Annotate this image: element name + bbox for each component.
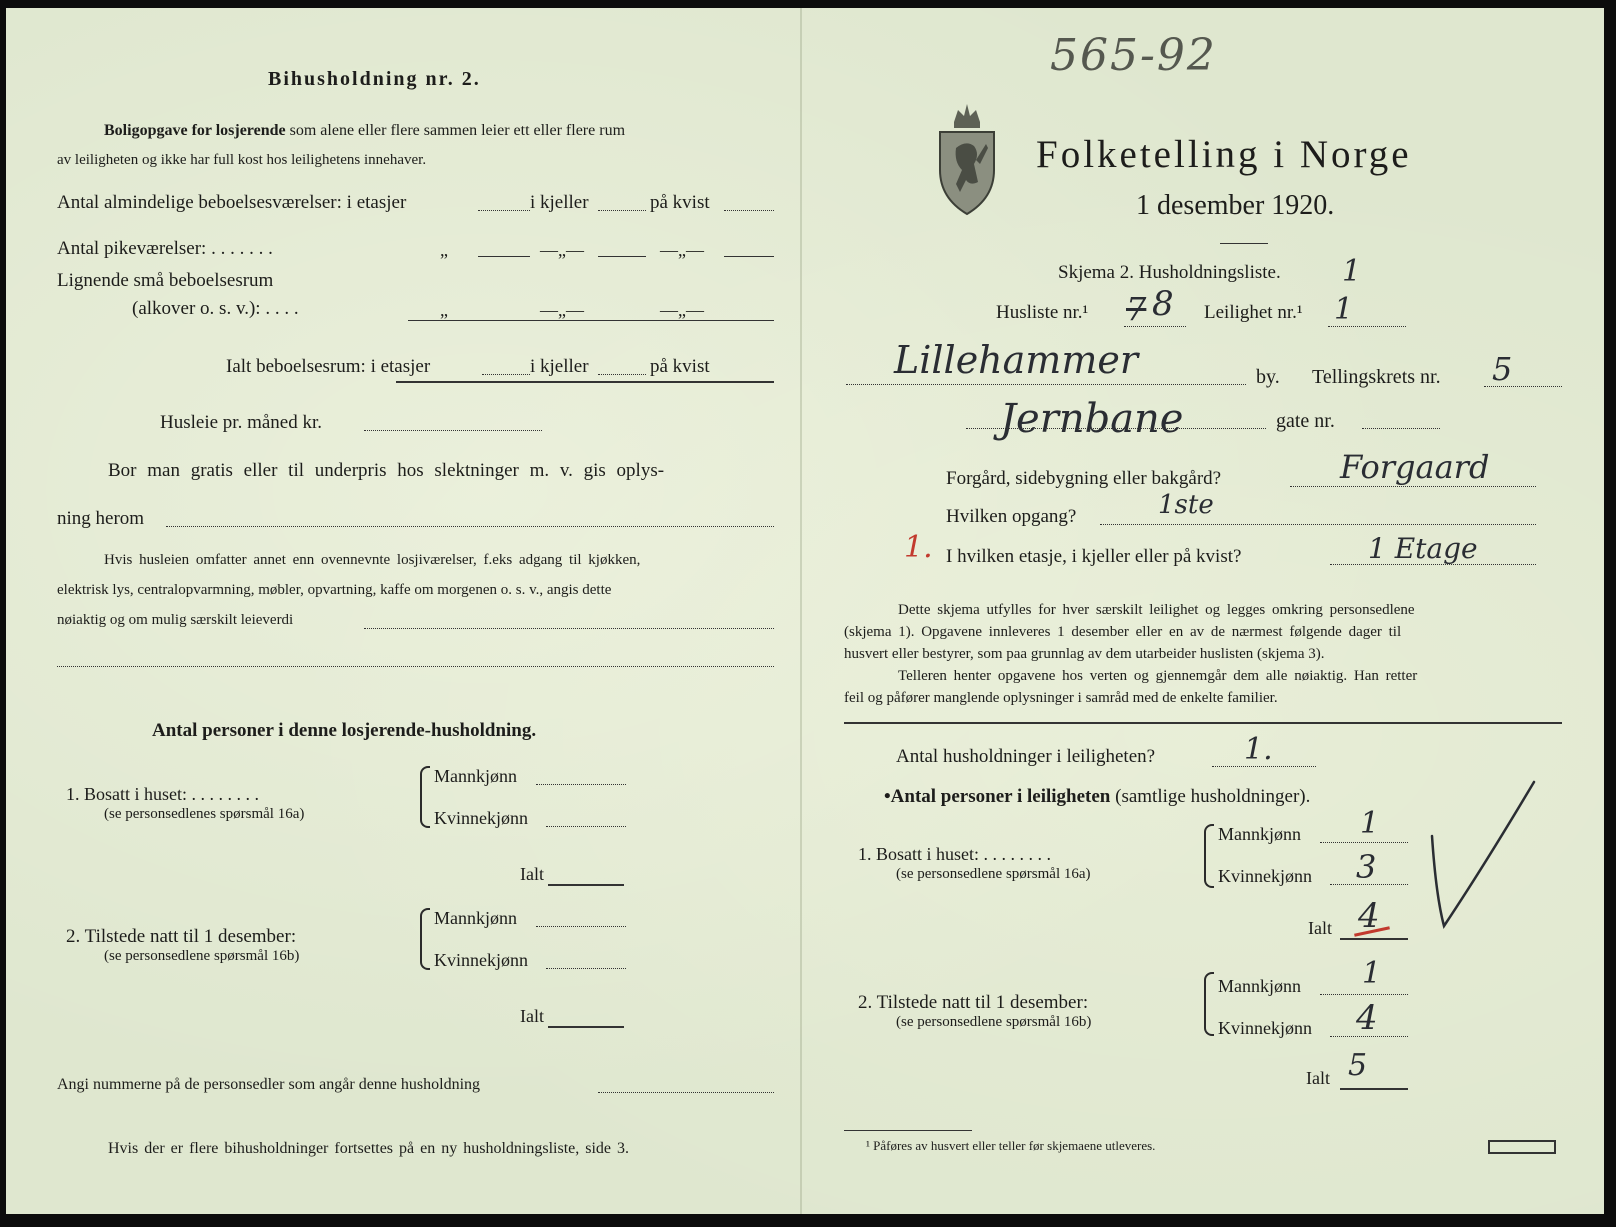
page-fold <box>800 8 802 1214</box>
right-q1-kvinne-field[interactable] <box>1330 884 1408 885</box>
antal-pers-rest: (samtlige husholdninger). <box>1115 786 1311 807</box>
skjema-hand-value: 1 <box>1342 254 1362 289</box>
right-q2-mann: Mannkjønn <box>1218 976 1301 996</box>
left-q1-bracket <box>420 766 430 828</box>
printer-stamp <box>1488 1140 1556 1154</box>
right-q1-mann-value: 1 <box>1360 806 1380 841</box>
rooms-kjeller-field[interactable] <box>598 210 646 211</box>
instructions-rule <box>844 722 1562 724</box>
main-title: Folketelling i Norge <box>1036 133 1412 176</box>
pike-field-3[interactable] <box>724 256 774 257</box>
antal-pers-heading <box>884 786 1310 808</box>
bor-line1: Bor man gratis eller til underpris hos slektninger m. v. gis oplys- <box>108 460 665 481</box>
right-q1-mann: Mannkjønn <box>1218 824 1301 844</box>
left-q2-mann: Mannkjønn <box>434 908 517 928</box>
left-q1-ialt-field[interactable] <box>548 884 624 886</box>
ialt-etasjer-field[interactable] <box>482 374 530 375</box>
pike-ditto-2: —„— <box>540 240 584 260</box>
angi-label: Angi nummerne på de personsedler som angår denne husholdning <box>57 1076 481 1093</box>
left-q1-mann: Mannkjønn <box>434 766 517 786</box>
husliste-value: 8 <box>1152 284 1174 324</box>
leilighet-field[interactable] <box>1328 326 1406 327</box>
husliste-field[interactable] <box>1124 326 1186 327</box>
pike-field-1[interactable] <box>478 256 530 257</box>
right-q2-mann-value: 1 <box>1362 956 1382 991</box>
etasje-value: 1 Etage <box>1368 532 1478 565</box>
leilighet-label: Leilighet nr.¹ <box>1204 302 1303 323</box>
skjema-label: Skjema 2. Husholdningsliste. <box>1058 262 1281 283</box>
lignende-ditto-1: „ <box>440 300 448 320</box>
lignende-ditto-3: —„— <box>660 300 704 320</box>
archive-number: 565-92 <box>1050 30 1217 81</box>
left-intro-line1 <box>104 122 625 140</box>
city-hand-value: Lillehammer <box>894 338 1139 382</box>
etasje-label: I hvilken etasje, i kjeller eller på kvist? <box>946 546 1242 567</box>
rooms-kjeller-label: i kjeller <box>530 192 589 213</box>
right-q1-kvinne: Kvinnekjønn <box>1218 866 1312 886</box>
left-q1-ialt: Ialt <box>520 864 544 884</box>
left-q1-kvinne-field[interactable] <box>546 826 626 827</box>
city-field[interactable] <box>846 384 1246 385</box>
left-q2-kvinne-field[interactable] <box>546 968 626 969</box>
instruction-line5: feil og påfører manglende oplysninger i samråd med de enkelte familier. <box>844 690 1278 706</box>
left-q2-label: 2. Tilstede natt til 1 desember: <box>66 926 297 947</box>
right-q2-ialt-value: 5 <box>1348 1048 1368 1083</box>
right-q1-bracket <box>1204 824 1214 888</box>
right-q1-ialt-value: 4 <box>1358 896 1380 936</box>
lignende-label-2: (alkover o. s. v.): . . . . <box>132 298 299 319</box>
husleie-field[interactable] <box>364 430 542 431</box>
rooms-etasjer-field[interactable] <box>478 210 530 211</box>
bor-line2: ning herom <box>57 508 145 529</box>
left-q2-sub: (se personsedlene spørsmål 16b) <box>104 948 300 964</box>
lignende-ditto-2: —„— <box>540 300 584 320</box>
pencil-checkmark-icon <box>1424 776 1544 936</box>
tellingskrets-label: Tellingskrets nr. <box>1312 366 1441 388</box>
hvis-line1: Hvis husleien omfatter annet enn ovennevnte losjiværelser, f.eks adgang til kjøkken, <box>104 552 641 568</box>
husliste-label: Husliste nr.¹ <box>996 302 1089 323</box>
left-intro-line2: av leiligheten og ikke har full kost hos leilighetens innehaver. <box>57 152 427 168</box>
right-q2-kvinne: Kvinnekjønn <box>1218 1018 1312 1038</box>
forgard-label: Forgård, sidebygning eller bakgård? <box>946 468 1222 489</box>
gate-nr-field[interactable] <box>1362 428 1440 429</box>
right-q2-label: 2. Tilstede natt til 1 desember: <box>858 992 1089 1013</box>
left-q2-bracket <box>420 908 430 970</box>
tellingskrets-value: 5 <box>1492 350 1513 388</box>
left-q1-kvinne: Kvinnekjønn <box>434 808 528 828</box>
ialt-kjeller-label: i kjeller <box>530 356 589 377</box>
ialt-kvist-label: på kvist <box>650 356 710 377</box>
antal-hush-value: 1. <box>1244 732 1273 767</box>
red-pencil-mark: 1. <box>904 530 933 565</box>
census-date: 1 desember 1920. <box>1136 190 1335 221</box>
left-intro-rest: som alene eller flere sammen leier ett eller flere rum <box>289 122 626 139</box>
right-q1-ialt: Ialt <box>1308 918 1332 938</box>
opgang-value: 1ste <box>1158 490 1214 520</box>
right-q2-bracket <box>1204 972 1214 1036</box>
right-q2-ialt-field[interactable] <box>1340 1088 1408 1090</box>
left-q2-mann-field[interactable] <box>536 926 626 927</box>
hvis-line3: nøiaktig og om mulig særskilt leieverdi <box>57 612 294 628</box>
left-q2-kvinne: Kvinnekjønn <box>434 950 528 970</box>
left-q1-mann-field[interactable] <box>536 784 626 785</box>
instruction-line2: (skjema 1). Opgavene innleveres 1 desember eller en av de nærmest følgende dager til <box>844 624 1402 640</box>
left-q1-sub: (se personsedlenes spørsmål 16a) <box>104 806 305 822</box>
pike-ditto-3: —„— <box>660 240 704 260</box>
forgard-field[interactable] <box>1290 486 1536 487</box>
instruction-line1: Dette skjema utfylles for hver særskilt leilighet og legges omkring personsedlene <box>898 602 1415 618</box>
ialt-rooms-label: Ialt beboelsesrum: i etasjer <box>226 356 431 377</box>
husliste-struck-value: 7 <box>1126 290 1147 328</box>
pike-field-2[interactable] <box>598 256 646 257</box>
by-label: by. <box>1256 366 1280 388</box>
left-footer: Hvis der er flere bihusholdninger fortsettes på en ny husholdningsliste, side 3. <box>108 1140 630 1157</box>
footnote-rule <box>844 1130 972 1131</box>
leilighet-value: 1 <box>1334 292 1354 327</box>
left-title: Bihusholdning nr. 2. <box>268 68 481 90</box>
gate-label: gate nr. <box>1276 410 1335 432</box>
leieverdi-field[interactable] <box>364 628 774 629</box>
bor-field[interactable] <box>166 526 774 527</box>
right-q2-sub: (se personsedlene spørsmål 16b) <box>896 1014 1092 1030</box>
left-q1-label: 1. Bosatt i huset: . . . . . . . . <box>66 784 259 804</box>
footnote: ¹ Påføres av husvert eller teller før skjemaene utleveres. <box>866 1138 1156 1153</box>
forgard-value: Forgaard <box>1340 448 1490 486</box>
right-q2-kvinne-value: 4 <box>1356 998 1378 1038</box>
right-q2-kvinne-field[interactable] <box>1330 1036 1408 1037</box>
antal-hush-label: Antal husholdninger i leiligheten? <box>896 746 1156 767</box>
rooms-label: Antal almindelige beboelsesværelser: i etasjer <box>57 192 407 213</box>
leieverdi-field-2[interactable] <box>57 666 774 667</box>
lignende-underline <box>408 320 774 321</box>
left-q2-ialt: Ialt <box>520 1006 544 1026</box>
right-q1-sub: (se personsedlene spørsmål 16a) <box>896 866 1091 882</box>
title-rule <box>1220 243 1268 244</box>
instruction-line3: husvert eller bestyrer, som paa grunnlag av dem utarbeider huslisten (skjema 3). <box>844 646 1325 662</box>
pike-ditto-1: „ <box>440 240 448 260</box>
ialt-kjeller-field[interactable] <box>598 374 646 375</box>
lignende-label-1: Lignende små beboelsesrum <box>57 270 274 291</box>
rooms-kvist-field[interactable] <box>724 210 774 211</box>
hvis-line2: elektrisk lys, centralopvarmning, møbler, opvartning, kaffe om morgenen o. s. v., angis dette <box>57 582 612 598</box>
opgang-field[interactable] <box>1100 524 1536 525</box>
husleie-label: Husleie pr. måned kr. <box>160 412 322 433</box>
tellingskrets-field[interactable] <box>1484 386 1562 387</box>
left-antal-heading: Antal personer i denne losjerende-husholdning. <box>152 720 537 741</box>
right-q1-label: 1. Bosatt i huset: . . . . . . . . <box>858 844 1051 864</box>
antal-pers-bold: •Antal personer i leiligheten <box>884 786 1111 807</box>
norwegian-coat-of-arms-icon <box>936 100 998 218</box>
left-q2-ialt-field[interactable] <box>548 1026 624 1028</box>
street-hand-value: Jernbane <box>1000 396 1184 442</box>
right-q2-ialt: Ialt <box>1306 1068 1330 1088</box>
right-q2-mann-field[interactable] <box>1320 994 1408 995</box>
opgang-label: Hvilken opgang? <box>946 506 1077 527</box>
antal-hush-field[interactable] <box>1212 766 1316 767</box>
right-q1-kvinne-value: 3 <box>1356 848 1377 886</box>
right-q1-ialt-field[interactable] <box>1340 938 1408 940</box>
ialt-rooms-double-line <box>396 381 774 383</box>
etasje-field[interactable] <box>1330 564 1536 565</box>
pike-label: Antal pikeværelser: . . . . . . . <box>57 238 273 259</box>
angi-field[interactable] <box>598 1092 774 1093</box>
left-intro-bold: Boligopgave for losjerende <box>104 122 286 139</box>
rooms-kvist-label: på kvist <box>650 192 710 213</box>
right-q1-mann-field[interactable] <box>1320 842 1408 843</box>
instruction-line4: Telleren henter opgavene hos verten og gjennemgår dem alle nøiaktig. Han retter <box>898 668 1418 684</box>
street-field[interactable] <box>966 428 1266 429</box>
